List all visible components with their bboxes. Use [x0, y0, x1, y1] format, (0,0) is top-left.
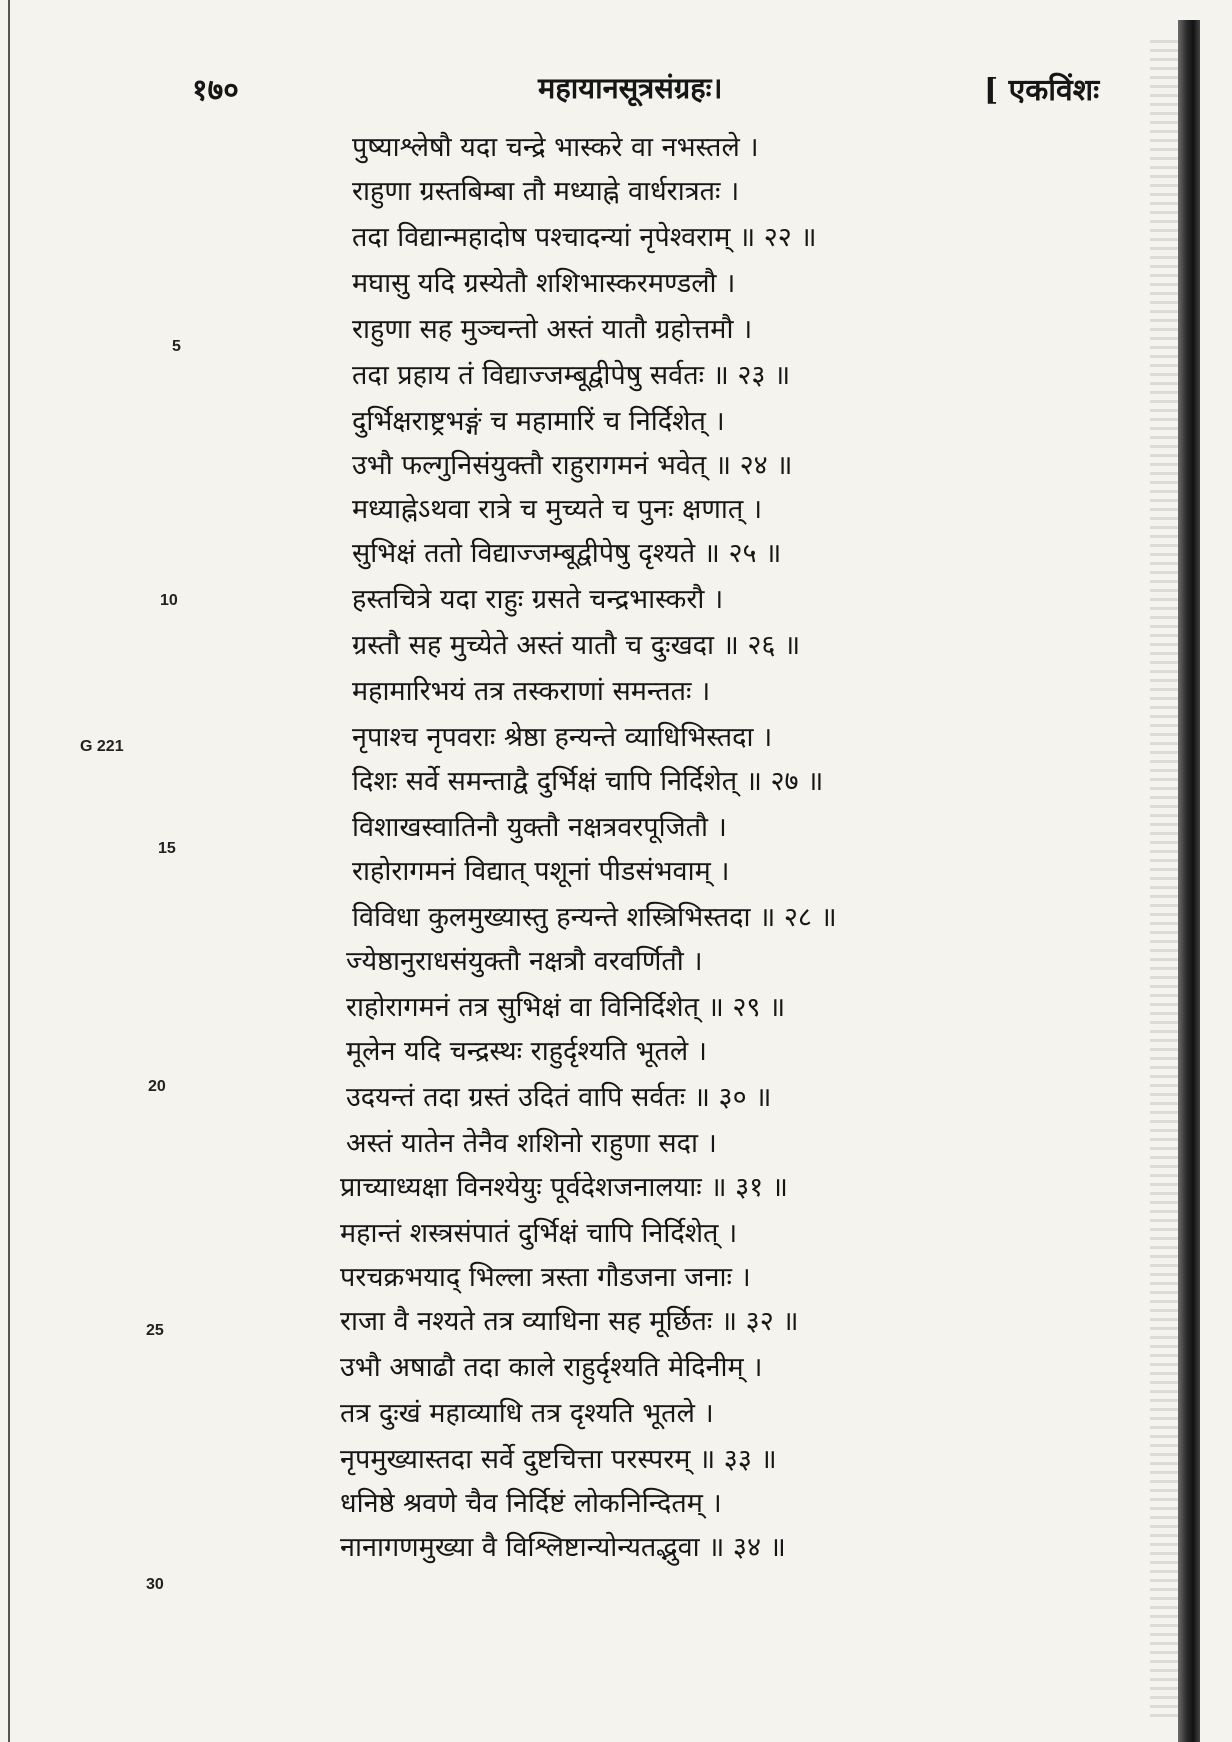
verse-line: विशाखस्वातिनौ युक्तौ नक्षत्रवरपूजितौ ।	[352, 812, 727, 843]
verse-line: मघासु यदि ग्रस्येतौ शशिभास्करमण्डलौ ।	[352, 268, 736, 299]
verse-line: नानागणमुख्या वै विश्लिष्टान्योन्यतद्भुवा ॥ ३४ ॥	[340, 1532, 786, 1563]
verse-line: हस्तचित्रे यदा राहुः ग्रसते चन्द्रभास्करौ ।	[352, 584, 724, 615]
verse-line: तदा विद्यान्महादोष पश्चादन्यां नृपेश्वराम् ॥ २२ ॥	[352, 222, 817, 253]
verse-line: महामारिभयं तत्र तस्कराणां समन्ततः ।	[352, 676, 711, 707]
verse-line: नृपमुख्यास्तदा सर्वे दुष्टचित्ता परस्परम् ॥ ३३ ॥	[340, 1444, 777, 1475]
verse-line: तत्र दुःखं महाव्याधि तत्र दृश्यति भूतले ।	[340, 1398, 714, 1429]
verse-line: राहोरागमनं विद्यात् पशूनां पीडसंभवाम् ।	[352, 856, 730, 887]
running-title: महायानसूत्रसंग्रहः।	[538, 71, 723, 105]
verse-line: राजा वै नश्यते तत्र व्याधिना सह मूर्छितः ॥ ३२ ॥	[340, 1306, 799, 1337]
line-number-5: 5	[172, 338, 181, 355]
page-number: १७०	[192, 73, 239, 108]
verse-line: ग्रस्तौ सह मुच्येते अस्तं यातौ च दुःखदा ॥ २६ ॥	[352, 630, 801, 661]
verse-line: प्राच्याध्यक्षा विनश्येयुः पूर्वदेशजनालयाः ॥ ३१ ॥	[340, 1172, 788, 1203]
verse-line: ज्येष्ठानुराधसंयुक्तौ नक्षत्रौ वरवर्णितौ ।	[346, 946, 703, 977]
verse-line: उदयन्तं तदा ग्रस्तं उदितं वापि सर्वतः ॥ ३० ॥	[346, 1082, 772, 1113]
verse-line: परचक्रभयाद् भिल्ला त्रस्ता गौडजना जनाः ।	[340, 1262, 751, 1293]
verse-line: तदा प्रहाय तं विद्याज्जम्बूद्वीपेषु सर्वतः ॥ २३ ॥	[352, 360, 791, 391]
verse-line: दुर्भिक्षराष्ट्रभङ्गं च महामारिं च निर्दिशेत् ।	[352, 406, 725, 437]
verse-line: उभौ अषाढौ तदा काले राहुर्दृश्यति मेदिनीम् ।	[340, 1352, 763, 1383]
verse-line: राहुणा सह मुञ्चन्तो अस्तं यातौ ग्रहोत्तमौ ।	[352, 314, 753, 345]
verse-line: मध्याह्नेऽथवा रात्रे च मुच्यते च पुनः क्षणात् ।	[352, 494, 763, 525]
line-number-20: 20	[148, 1078, 166, 1095]
verse-line: सुभिक्षं ततो विद्याज्जम्बूद्वीपेषु दृश्यते ॥ २५ ॥	[352, 538, 782, 569]
line-number-10: 10	[160, 592, 178, 609]
verse-line: उभौ फल्गुनिसंयुक्तौ राहुरागमनं भवेत् ॥ २४ ॥	[352, 450, 793, 481]
verse-line: अस्तं यातेन तेनैव शशिनो राहुणा सदा ।	[346, 1128, 717, 1159]
verse-line: धनिष्ठे श्रवणे चैव निर्दिष्टं लोकनिन्दितम् ।	[340, 1488, 722, 1519]
line-number-15: 15	[158, 840, 176, 857]
verse-line: विविधा कुलमुख्यास्तु हन्यन्ते शस्त्रिभिस्तदा ॥ २८ ॥	[352, 902, 837, 933]
verse-line: दिशः सर्वे समन्ताद्वै दुर्भिक्षं चापि निर्दिशेत् ॥ २७ ॥	[352, 766, 824, 797]
verse-line: पुष्याश्लेषौ यदा चन्द्रे भास्करे वा नभस्तले ।	[352, 132, 759, 163]
verse-line: राहोरागमनं तत्र सुभिक्षं वा विनिर्दिशेत् ॥ २९ ॥	[346, 992, 786, 1023]
source-reference: G 221	[80, 738, 124, 755]
verse-line: नृपाश्च नृपवराः श्रेष्ठा हन्यन्ते व्याधिभिस्तदा ।	[352, 722, 773, 753]
line-number-30: 30	[146, 1576, 164, 1593]
verse-line: मूलेन यदि चन्द्रस्थः राहुर्दृश्यति भूतले ।	[346, 1036, 707, 1067]
verse-line: महान्तं शस्त्रसंपातं दुर्भिक्षं चापि निर्दिशेत् ।	[340, 1218, 738, 1249]
section-label: [ एकविंशः	[984, 73, 1100, 108]
line-number-25: 25	[146, 1322, 164, 1339]
verse-line: राहुणा ग्रस्तबिम्बा तौ मध्याह्ने वार्धरात्रतः ।	[352, 176, 740, 207]
